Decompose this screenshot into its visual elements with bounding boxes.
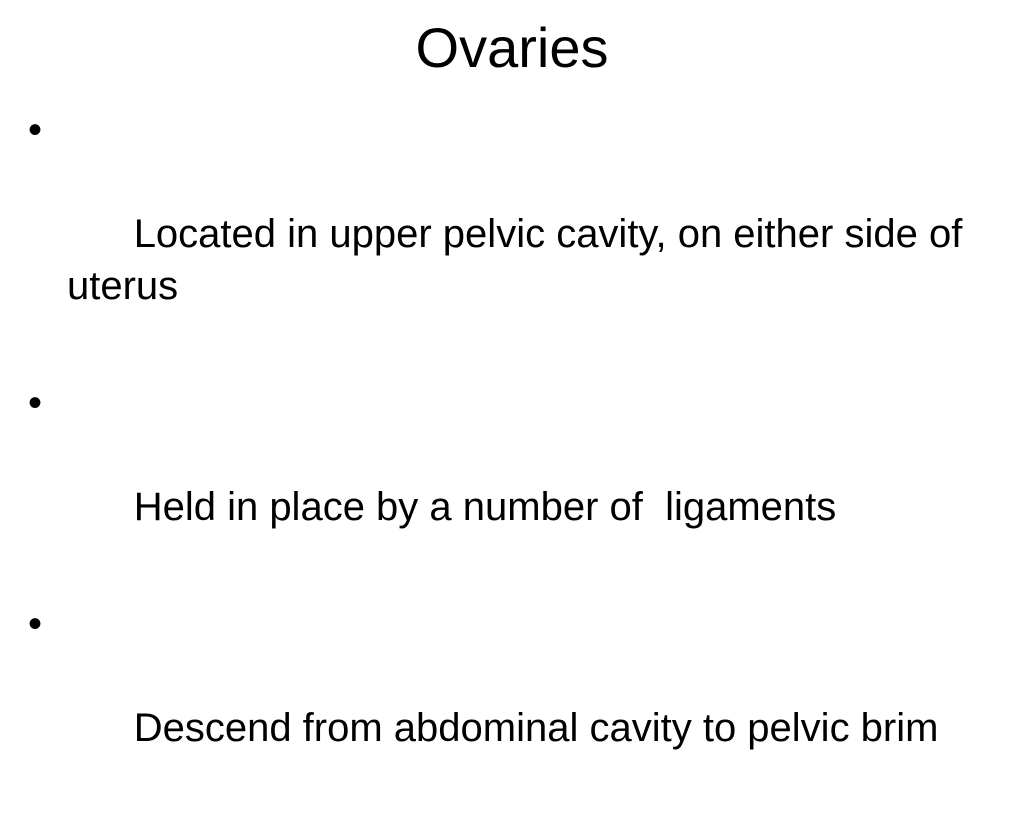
bullet-icon: • — [28, 108, 43, 152]
bullet-icon: • — [28, 381, 43, 425]
bullet-list — [28, 104, 1018, 819]
bullet-icon: • — [28, 602, 43, 646]
bullet-text: Descend from abdominal cavity to pelvic brim — [133, 706, 939, 750]
bullet-text: Held in place by a number of ligaments — [133, 485, 837, 529]
bullet-item — [28, 104, 1018, 364]
bullet-item — [28, 598, 1018, 806]
bullet-item — [28, 377, 1018, 585]
bullet-text: Located in upper pelvic cavity, on either side of uterus — [67, 212, 974, 308]
slide-title: Ovaries — [415, 16, 609, 79]
